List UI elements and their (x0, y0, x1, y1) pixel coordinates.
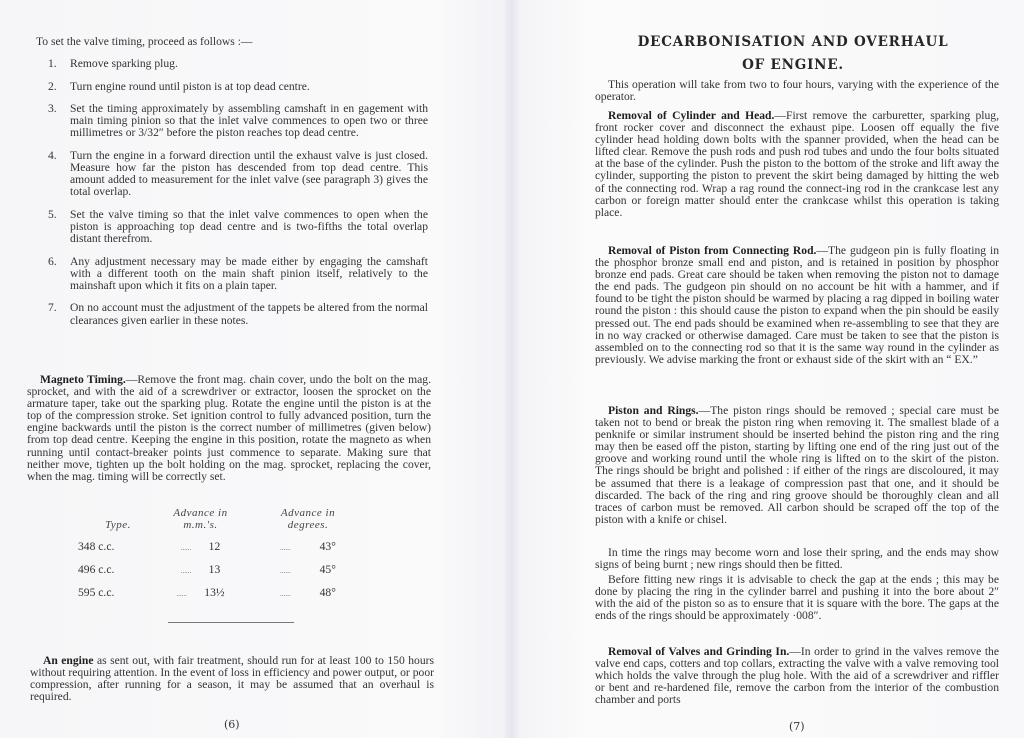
table-row (78, 587, 378, 600)
step-text: Remove sparking plug. (70, 57, 178, 70)
valve-timing-intro: To set the valve timing, proceed as follows :— (36, 35, 253, 48)
step-item (48, 103, 428, 139)
section-piston-rings (595, 405, 999, 526)
page-number-right: (7) (789, 720, 805, 733)
chapter-title-line2: OF ENGINE. (742, 57, 844, 73)
cell-type: 496 c.c. (78, 563, 115, 577)
engine-heading: An engine (43, 654, 94, 667)
section-text: —The gudgeon pin is fully floating in the phosphor bronze small end and piston, and is retained in position by phosphor bronze end pads. Great care should be taken when removing the piston not to damage the end pads. The gudgeon pin should on no account be hit with a hammer, and if found to be tight the piston should be warmed by placing a rag dipped in boiling water round the piston : this should cause the piston to expand when the pin should be easily pressed out. The end pads should be examined when re-assembling to see that they are in no way cracked or otherwise damaged. Care must be taken to see that the piston is assembled on to the connecting rod so that it is the same way round in the cylinder as previously. We advise marking the front or exhaust side of the skirt with an “ EX.” (595, 244, 1000, 366)
header-advance-mm: Advance in m.m.'s. (173, 507, 228, 531)
magneto-timing-heading: Magneto Timing. (40, 373, 126, 386)
section-cylinder-head (595, 110, 999, 219)
step-text: On no account must the adjustment of the tappets be altered from the normal clearances given earlier in these notes. (70, 301, 428, 327)
paragraph-ring-gap: Before fitting new rings it is advisable to check the gap at the ends ; this may be done by placing the ring in the cylinder barrel and pushing it into the bore about 2″ with the aid of the piston so as to ensure that it is square with the bore. The gaps at the ends of the rings should be approximately ·008″. (595, 573, 999, 623)
chapter-intro: This operation will take from two to four hours, varying with the experience of the operator. (595, 78, 999, 104)
step-text: Turn engine round until piston is at top dead centre. (70, 79, 310, 93)
section-text: —The piston rings should be removed ; special care must be taken not to bend or break the piston ring when removing it. The smallest blade of a penknife or similar instrument should be inserted behind the piston ring and the ring may then be eased off the piston, starting by lifting one end of the ring just out of the groove and working round until the whole ring is lifted on to the skirt of the piston. The rings should be bright and polished : if either of the rings are discoloured, it may be assumed that there is a leakage of compression past that one, and it should be discarded. The back of the ring and ring groove should be thoroughly clean and all traces of carbon must be removed. All carbon should be scraped off the top of the piston with a knife or chisel. (595, 404, 999, 526)
cell-mm: ...... 13 (180, 563, 221, 577)
section-valves-grinding (595, 646, 999, 706)
step-number: 4. (48, 148, 57, 162)
book-gutter (505, 0, 519, 738)
page-number-left: (6) (224, 718, 240, 731)
section-divider (168, 622, 294, 623)
header-advance-degrees: Advance in degrees. (280, 507, 336, 531)
cell-type: 348 c.c. (78, 540, 115, 553)
paragraph-worn-rings: In time the rings may become worn and lose their spring, and the ends may show signs of being burnt ; new rings should then be fitted. (595, 546, 999, 572)
step-number: 6. (48, 254, 57, 268)
header-type: Type. (105, 519, 131, 531)
step-text: Set the timing approximately by assembling camshaft in en gagement with main timing pinion so that the inlet valve commences to open two or three millimetres or 3/32″ before the piston reaches top dead centre. (70, 102, 428, 140)
cell-degrees: ...... 48° (280, 586, 336, 600)
cell-degrees: ...... 43° (280, 540, 336, 553)
section-piston-removal (595, 245, 999, 366)
magneto-timing-paragraph (27, 374, 431, 483)
section-heading: Piston and Rings. (608, 404, 699, 417)
table-header (78, 507, 378, 531)
chapter-title-line1: DECARBONISATION AND OVERHAUL (637, 34, 949, 50)
magneto-timing-text: —Remove the front mag. chain cover, undo the bolt on the mag. sprocket, and with the aid of a screwdriver or extractor, loosen the sprocket on the armature taper, take out the sparking plug. Rotate the engine until the piston is at the top of the compression stroke. Set ignition control to fully advanced position, turn the engine backwards until the piston is the correct number of millimetres (given below) from top dead centre. Keeping the engine in this position, rotate the magneto as when running until contact-breaker points just commence to separate. Making sure that neither move, tighten up the bolt holding on the mag. sprocket, replacing the cover, when the mag. timing will be correctly set. (27, 373, 431, 483)
valve-timing-steps (48, 58, 428, 337)
section-heading: Removal of Cylinder and Head. (608, 109, 775, 122)
table-row (78, 541, 378, 554)
step-number: 3. (48, 102, 57, 116)
cell-type: 595 c.c. (78, 586, 115, 600)
engine-overhaul-paragraph (30, 655, 434, 703)
step-item (48, 150, 428, 198)
section-text: —In order to grind in the valves remove the valve end caps, cotters and top collars, extracting the valve with a valve removing tool which holds the valve through the plug hole. With the aid of a screwdriver and riffler or bent and re-hardened file, remove the carbon from the interior of the combustion chamber and ports (595, 645, 999, 707)
step-number: 5. (48, 207, 57, 221)
step-text: Any adjustment necessary may be made either by engaging the camshaft with a different tooth on the main shaft pinion itself, relatively to the mainshaft upon which it fits on a plain taper. (70, 254, 428, 292)
step-item (48, 81, 428, 93)
cell-mm: ...... 13½ (176, 586, 225, 600)
engine-text: as sent out, with fair treatment, should run for at least 100 to 150 hours without requiring attention. In the event of loss in efficiency and power output, or poor compression, after running for a season, it may be assumed that an overhaul is required. (30, 654, 434, 704)
step-item (48, 302, 428, 326)
step-text: Set the valve timing so that the inlet valve commences to open when the piston is approaching top dead centre and is two-fifths the total overlap distant therefrom. (70, 207, 428, 246)
step-number: 2. (48, 79, 57, 93)
step-item (48, 209, 428, 245)
cell-mm: ...... 12 (180, 540, 221, 553)
section-text: —First remove the carburetter, sparking plug, front rocker cover and disconnect the exhaust pipe. Loosen off equally the five cylinder head holding down bolts with the spanner provided, when the head can be lifted clear. Remove the push rods and push rod tubes and undo the four bolts situated at the base of the cylinder. Push the piston to the bottom of the stroke and lift away the cylinder, supporting the piston to prevent the skirt being damaged by hitting the web of the connecting rod. Wrap a rag round the connect-ing rod in the crankcase lest any carbon or foreign matter should enter the crankcase whilst this operation is taking place. (595, 109, 999, 219)
step-text: Turn the engine in a forward direction until the exhaust valve is just closed. Measure how far the piston has descended from top dead centre. This amount added to measurement for the inlet valve (see paragraph 3) gives the total overlap. (70, 148, 428, 199)
step-item (48, 256, 428, 292)
advance-table (78, 507, 378, 600)
cell-degrees: ...... 45° (280, 563, 336, 577)
step-item (48, 58, 428, 70)
table-row (78, 564, 378, 577)
step-number: 7. (48, 301, 57, 315)
step-number: 1. (48, 57, 57, 70)
section-heading: Removal of Piston from Connecting Rod. (608, 244, 817, 257)
section-heading: Removal of Valves and Grinding In. (608, 645, 790, 658)
